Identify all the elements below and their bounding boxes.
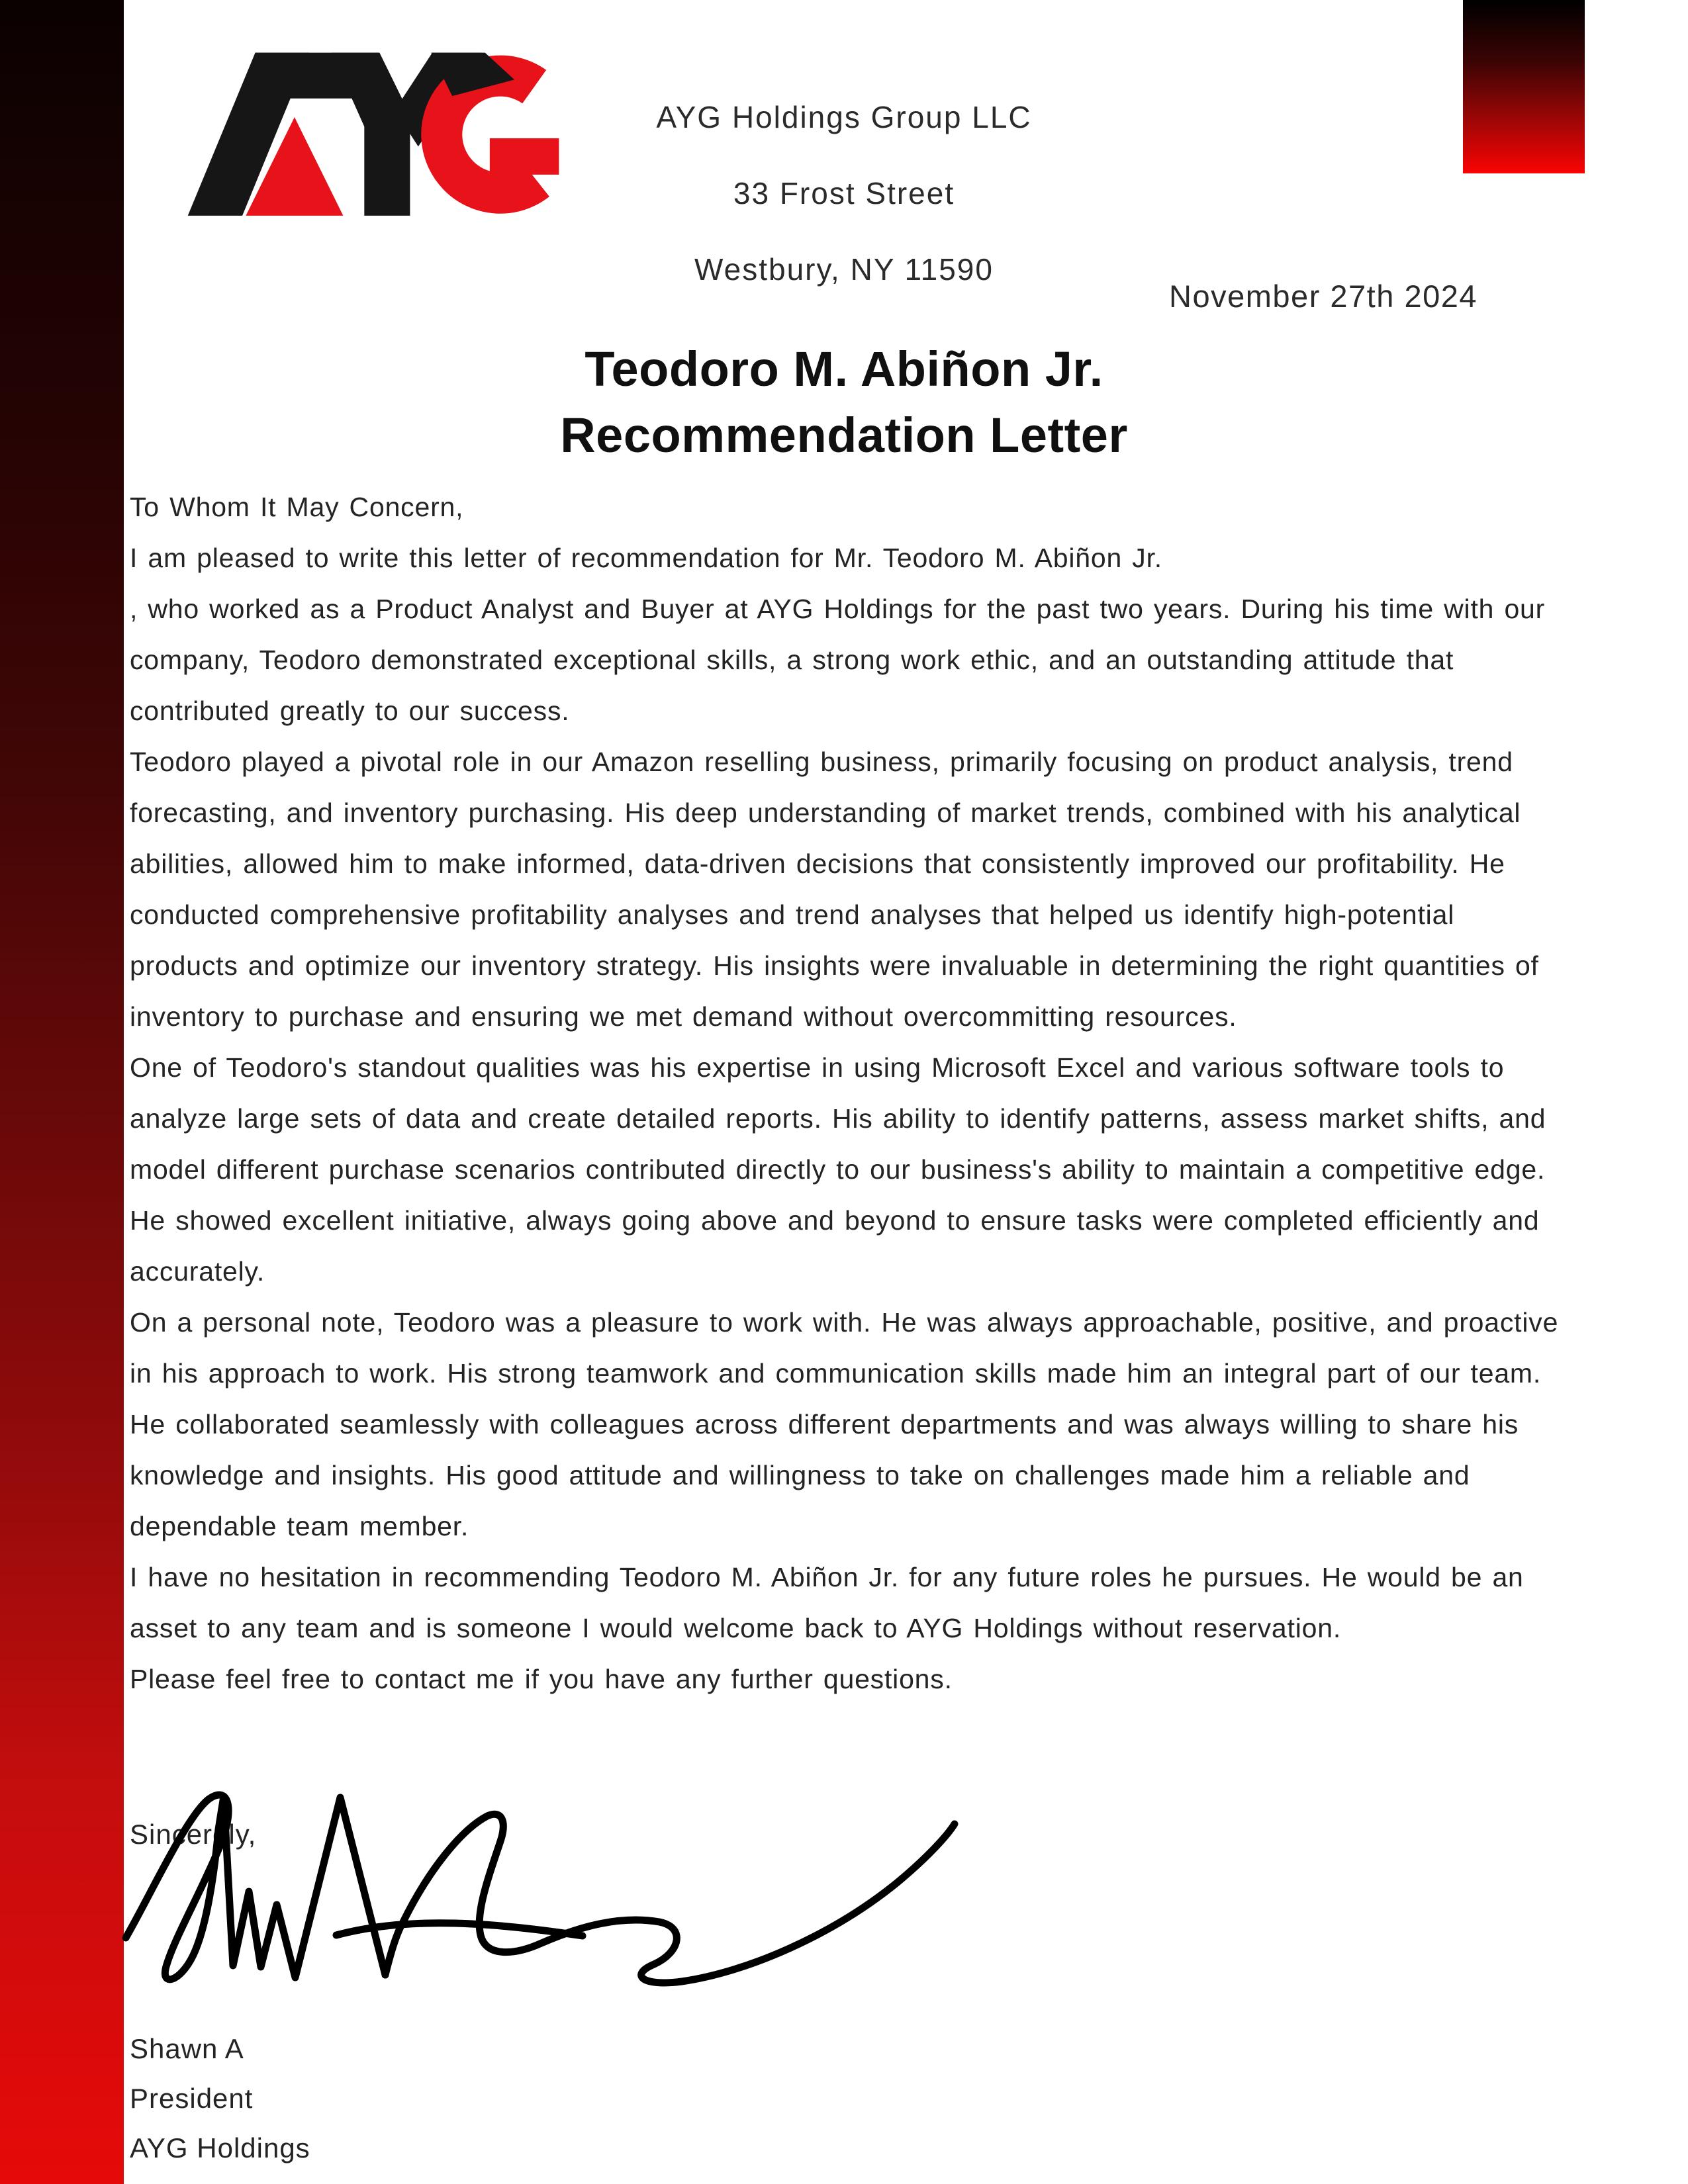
header-address-line2: Westbury, NY 11590 [694,252,994,287]
signer-block [130,2024,310,2173]
salutation: To Whom It May Concern, [130,492,464,522]
letter-date: November 27th 2024 [1169,279,1477,314]
letter-paragraph: On a personal note, Teodoro was a pleasure to work with. He was always approachable, positive, and proactive in his approach to work. His strong teamwork and communication skills made him an integral part of our team. He collaborated seamlessly with colleagues across different departments and was always willing to share his knowledge and insights. His good attitude and willingness to take on challenges made him a reliable and dependable team member. [130,1307,1559,1541]
closing-text: Sincerely, [130,1819,257,1850]
signer-name: Shawn A [130,2033,244,2064]
letter-title [0,336,1688,469]
signer-title: President [130,2083,254,2114]
letter-paragraph: I have no hesitation in recommending Teodoro M. Abiñon Jr. for any future roles he pursues. He would be an asset to any team and is someone I would welcome back to AYG Holdings without reservation. [130,1562,1524,1643]
letter-title-name: Teodoro M. Abiñon Jr. [585,341,1103,396]
letter-paragraph: Teodoro played a pivotal role in our Amazon reselling business, primarily focusing on product analysis, trend forecasting, and inventory purchasing. His deep understanding of market trends, combined with his analytical abilities, allowed him to make informed, data-driven decisions that consistently improved our profitability. He conducted comprehensive profitability analyses and trend analyses that helped us identify high-potential products and optimize our inventory strategy. His insights were invaluable in determining the right quantities of inventory to purchase and ensuring we met demand without overcommitting resources. [130,747,1539,1032]
letter-paragraph: Please feel free to contact me if you have any further questions. [130,1664,953,1694]
header-company-name: AYG Holdings Group LLC [656,100,1032,134]
letter-body [130,482,1568,1705]
header-address-block [0,79,1688,308]
letter-paragraph: One of Teodoro's standout qualities was his expertise in using Microsoft Excel and various software tools to analyze large sets of data and create detailed reports. His ability to identify patterns, assess market shifts, and model different purchase scenarios contributed directly to our business's ability to maintain a competitive edge. He showed excellent initiative, always going above and beyond to ensure tasks were completed efficiently and accurately. [130,1052,1546,1287]
letter-paragraph: , who worked as a Product Analyst and Buyer at AYG Holdings for the past two years. During his time with our company, Teodoro demonstrated exceptional skills, a strong work ethic, and an outstanding attitude that contributed greatly to our success. [130,594,1546,726]
signature-icon [118,1768,959,1987]
header-address-line1: 33 Frost Street [733,176,955,210]
left-accent-bar [0,0,124,2184]
letter-title-type: Recommendation Letter [560,407,1128,463]
signer-company: AYG Holdings [130,2132,310,2163]
letter-paragraph: I am pleased to write this letter of recommendation for Mr. Teodoro M. Abiñon Jr. [130,543,1162,573]
